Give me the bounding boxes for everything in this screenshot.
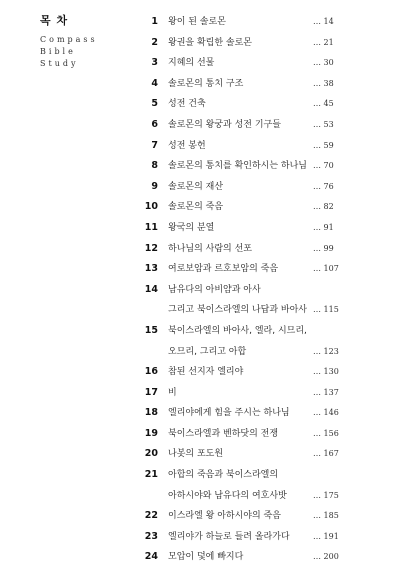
page-number: … 82 xyxy=(313,202,334,212)
chapter-number: 11 xyxy=(144,221,158,233)
chapter-title: 오므리, 그리고 아합 xyxy=(168,346,247,357)
chapter-title: 솔로몬의 재산 xyxy=(168,181,224,192)
page-number: … 115 xyxy=(313,305,339,315)
toc-entry xyxy=(138,94,388,115)
page-number: … 99 xyxy=(313,243,334,253)
toc-entry xyxy=(138,239,388,260)
page-number: … 146 xyxy=(313,408,339,418)
chapter-title: 모압이 덫에 빠지다 xyxy=(168,552,244,563)
chapter-title: 성전 건축 xyxy=(168,99,206,110)
chapter-number: 9 xyxy=(151,180,158,192)
page-number: … 191 xyxy=(313,531,339,541)
page-number: … 38 xyxy=(313,78,334,88)
toc-entry xyxy=(138,12,388,33)
toc-header xyxy=(40,12,98,70)
chapter-title: 이스라엘 왕 아하시야의 죽음 xyxy=(168,511,281,522)
page-number: … 53 xyxy=(313,119,334,129)
chapter-title: 솔로몬의 통치 구조 xyxy=(168,78,244,89)
toc-entry xyxy=(138,424,388,445)
chapter-title: 하나님의 사람의 선포 xyxy=(168,243,252,254)
toc-entry xyxy=(138,465,388,486)
chapter-number: 7 xyxy=(151,139,158,151)
toc-entry xyxy=(138,280,388,301)
chapter-title: 아합의 죽음과 북이스라엘의 xyxy=(168,470,279,481)
page-number: … 30 xyxy=(313,58,334,68)
toc-entry xyxy=(138,115,388,136)
page-number: … 200 xyxy=(313,552,339,562)
page-number: … 70 xyxy=(313,161,334,171)
toc-entry xyxy=(138,486,388,507)
toc-entry xyxy=(138,53,388,74)
chapter-title: 지혜의 선물 xyxy=(168,58,215,69)
chapter-title: 엘리야에게 힘을 주시는 하나님 xyxy=(168,408,290,419)
toc-entry xyxy=(138,547,388,568)
chapter-number: 17 xyxy=(144,386,158,398)
chapter-number: 22 xyxy=(144,510,158,522)
chapter-number: 18 xyxy=(144,407,158,419)
chapter-number: 20 xyxy=(144,448,158,460)
chapter-number: 19 xyxy=(144,427,158,439)
page-number: … 167 xyxy=(313,449,339,459)
page-number: … 59 xyxy=(313,140,334,150)
chapter-number: 12 xyxy=(144,242,158,254)
chapter-title: 나봇의 포도원 xyxy=(168,449,224,460)
toc-entry xyxy=(138,403,388,424)
chapter-number: 6 xyxy=(151,118,158,130)
toc-list xyxy=(138,12,388,568)
page-number: … 14 xyxy=(313,17,334,26)
toc-entry xyxy=(138,383,388,404)
page-number: … 45 xyxy=(313,99,334,109)
toc-entry xyxy=(138,506,388,527)
chapter-title: 왕국의 분열 xyxy=(168,222,215,233)
toc-entry xyxy=(138,444,388,465)
chapter-number: 21 xyxy=(144,469,158,481)
chapter-number: 1 xyxy=(151,16,158,27)
page-number: … 175 xyxy=(313,490,339,500)
toc-entry xyxy=(138,156,388,177)
chapter-number: 23 xyxy=(144,530,158,542)
chapter-number: 3 xyxy=(151,57,158,69)
page-number: … 185 xyxy=(313,511,339,521)
chapter-title: 성전 봉헌 xyxy=(168,140,206,151)
chapter-number: 10 xyxy=(144,201,158,213)
toc-entry xyxy=(138,527,388,548)
chapter-title: 비 xyxy=(168,387,177,398)
toc-entry xyxy=(138,177,388,198)
page-number: … 91 xyxy=(313,222,334,232)
chapter-number: 5 xyxy=(151,98,158,110)
page-number: … 21 xyxy=(313,37,334,47)
chapter-number: 8 xyxy=(151,160,158,172)
chapter-title: 여로보암과 르호보암의 죽음 xyxy=(168,264,279,275)
chapter-title: 북이스라엘의 바아사, 엘라, 시므리, xyxy=(168,325,307,336)
chapter-title: 그리고 북이스라엘의 나답과 바아사 xyxy=(168,305,307,316)
page-number: … 156 xyxy=(313,428,339,438)
chapter-title: 왕권을 확립한 솔로몬 xyxy=(168,37,252,48)
page-number: … 123 xyxy=(313,346,339,356)
chapter-number: 13 xyxy=(144,263,158,275)
chapter-title: 북이스라엘과 벤하닷의 전쟁 xyxy=(168,428,279,439)
page-number: … 107 xyxy=(313,264,339,274)
chapter-title: 왕이 된 솔로몬 xyxy=(168,17,226,27)
chapter-number: 4 xyxy=(151,77,158,89)
chapter-title: 솔로몬의 왕궁과 성전 기구들 xyxy=(168,119,281,130)
chapter-title: 아하시야와 남유다의 여호사밧 xyxy=(168,490,287,501)
series-name-line-3: Study xyxy=(40,59,79,68)
toc-title: 목 차 xyxy=(40,14,69,27)
chapter-number: 16 xyxy=(144,366,158,378)
page-number: … 76 xyxy=(313,181,334,191)
toc-entry xyxy=(138,362,388,383)
toc-entry xyxy=(138,197,388,218)
series-name-line-2: Bible xyxy=(40,47,76,56)
chapter-title: 남유다의 아비얌과 아사 xyxy=(168,284,261,295)
chapter-number: 15 xyxy=(144,324,158,336)
toc-entry xyxy=(138,33,388,54)
chapter-number: 14 xyxy=(144,283,158,295)
chapter-title: 솔로몬의 죽음 xyxy=(168,202,224,213)
toc-entry xyxy=(138,74,388,95)
page-number: … 130 xyxy=(313,367,339,377)
series-name-line-1: Compass xyxy=(40,35,98,44)
chapter-number: 2 xyxy=(151,36,158,48)
toc-entry xyxy=(138,218,388,239)
toc-entry xyxy=(138,300,388,321)
chapter-title: 참된 선지자 엘리야 xyxy=(168,367,244,378)
toc-entry xyxy=(138,321,388,342)
chapter-title: 엘리야가 하늘로 들려 올라가다 xyxy=(168,531,290,542)
toc-entry xyxy=(138,136,388,157)
page-number: … 137 xyxy=(313,387,339,397)
chapter-number: 24 xyxy=(144,551,158,563)
toc-entry xyxy=(138,342,388,363)
toc-entry xyxy=(138,259,388,280)
chapter-title: 솔로몬의 통치를 확인하시는 하나님 xyxy=(168,161,307,172)
